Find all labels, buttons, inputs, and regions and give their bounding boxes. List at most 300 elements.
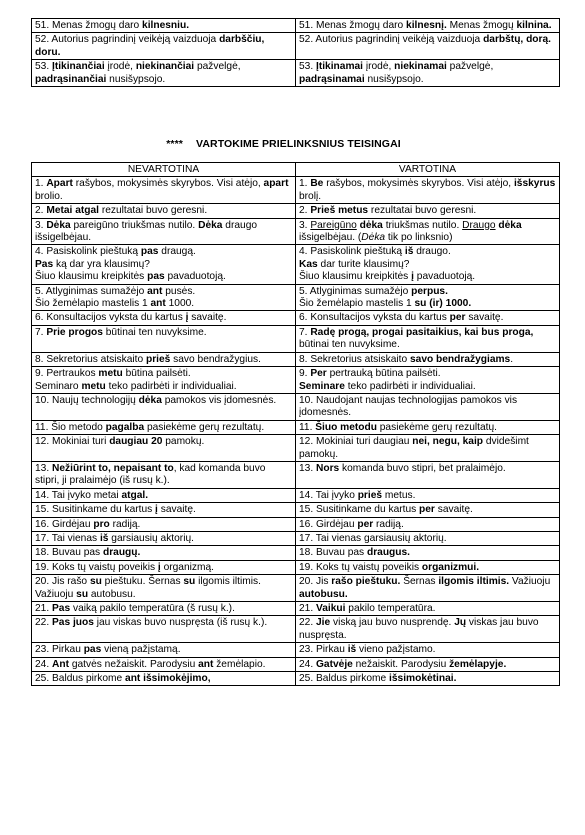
text-segment: 6. Konsultacijos vyksta du kartus bbox=[35, 312, 186, 324]
text-segment: per bbox=[357, 518, 374, 530]
text-segment: 15. Susitinkame du kartus bbox=[299, 504, 420, 516]
text-segment: organizmą. bbox=[160, 561, 214, 573]
text-segment: pasiekėme gerų rezultatų. bbox=[144, 421, 265, 433]
text-segment: tik po linksnio) bbox=[385, 232, 453, 244]
text-segment: Šiuo klausimu kreipkitės bbox=[35, 271, 148, 283]
text-segment: į bbox=[411, 271, 414, 283]
text-segment: 22. bbox=[35, 617, 52, 629]
cell-vartotina bbox=[296, 503, 560, 517]
text-segment: nusišypsojo. bbox=[106, 73, 166, 85]
text-segment: vieno pažįstamo. bbox=[356, 644, 436, 656]
text-segment: padrąsinančiai bbox=[35, 73, 107, 85]
text-segment: brolį. bbox=[299, 190, 322, 202]
cell-vartotina bbox=[296, 245, 560, 284]
text-segment: metu bbox=[98, 368, 123, 380]
text-segment: rašybos, mokysimės skyrybos. Visi atėjo, bbox=[72, 178, 264, 190]
cell-nevartotina bbox=[32, 352, 296, 366]
text-segment: apart bbox=[263, 178, 289, 190]
text-segment: nusišypsojo. bbox=[364, 73, 424, 85]
cell-vartotina bbox=[296, 643, 560, 657]
text-segment: pas bbox=[140, 246, 159, 258]
text-segment: ilgomis iltimis. Važiuoju bbox=[35, 576, 261, 600]
text-segment: 10. Naujų technologijų bbox=[35, 394, 139, 406]
cell-vartotina bbox=[296, 616, 560, 643]
cell-nevartotina bbox=[32, 488, 296, 502]
text-segment: ant išsimokėjimo, bbox=[125, 673, 211, 685]
text-segment: su bbox=[76, 588, 89, 600]
text-segment: 8. Sekretorius atsiskaito bbox=[35, 353, 146, 365]
cell-nevartotina bbox=[32, 420, 296, 434]
text-segment: 7. bbox=[35, 326, 47, 338]
text-segment: rašybos, mokysimės skyrybos. Visi atėjo, bbox=[323, 178, 514, 190]
table-row bbox=[32, 560, 560, 574]
text-segment: Nors bbox=[316, 462, 340, 474]
text-segment: jau viskas buvo nuspręsta (iš rusų k.). bbox=[93, 617, 268, 629]
text-segment: 7. bbox=[299, 326, 311, 338]
text-segment: išskyrus bbox=[513, 178, 556, 190]
text-segment: Vaikui bbox=[316, 603, 346, 614]
text-segment: 17. Tai vienas bbox=[35, 532, 100, 544]
top-table-row bbox=[32, 19, 560, 33]
text-segment: Įtikinančiai bbox=[52, 61, 105, 73]
text-segment: darbštų, dorą. bbox=[483, 34, 551, 46]
text-segment: atgal. bbox=[121, 489, 149, 501]
text-segment: radiją. bbox=[373, 518, 404, 530]
text-segment: autobusu. bbox=[88, 588, 136, 600]
table-row bbox=[32, 435, 560, 462]
text-segment: su (ir) bbox=[414, 298, 443, 310]
text-segment: išsimokėtinai. bbox=[389, 673, 457, 685]
cell-nevartotina bbox=[32, 517, 296, 531]
text-segment: Šio žemėlapio mastelis 1 bbox=[35, 298, 151, 310]
text-segment: 25. Baldus pirkome bbox=[299, 673, 390, 685]
cell-nevartotina bbox=[32, 616, 296, 643]
text-segment: , kad komanda buvo stipri, ji pralaimėjo (iš rusų k.). bbox=[35, 462, 266, 487]
text-segment: pakilo temperatūra. bbox=[345, 603, 436, 614]
text-segment: iš bbox=[404, 246, 414, 258]
cell-vartotina bbox=[296, 420, 560, 434]
text-segment: Prie progos bbox=[46, 326, 103, 338]
table-row bbox=[32, 657, 560, 671]
text-segment: iš bbox=[347, 644, 357, 656]
text-segment: pusės. bbox=[162, 285, 196, 297]
text-segment: 5. Atlyginimas sumažėjo bbox=[299, 285, 412, 297]
text-segment: per bbox=[449, 312, 466, 324]
text-segment: 1. bbox=[299, 178, 311, 190]
text-segment: perpus. bbox=[411, 285, 448, 297]
text-segment: į bbox=[157, 561, 161, 573]
text-segment: savo bendražygius. bbox=[170, 353, 261, 365]
cell-nevartotina bbox=[32, 575, 296, 602]
text-segment: Kas bbox=[299, 258, 318, 270]
text-segment: prieš bbox=[357, 489, 383, 501]
text-segment: rezultatai buvo geresni. bbox=[98, 205, 208, 217]
text-segment: pažvelgė, bbox=[446, 61, 494, 73]
text-segment: pažvelgė, bbox=[194, 61, 241, 73]
text-segment: 10. Naudojant naujas technologijas pamokos vis įdomesnės. bbox=[299, 394, 518, 419]
cell-nevartotina bbox=[32, 204, 296, 218]
text-segment: pertrauką būtina pailsėti. bbox=[326, 368, 441, 380]
text-segment: 20. Jis bbox=[299, 576, 332, 588]
text-segment: pieštuku. Šernas bbox=[101, 576, 184, 588]
table-row bbox=[32, 311, 560, 325]
table-row bbox=[32, 177, 560, 204]
text-segment: per bbox=[419, 504, 435, 516]
text-segment: būtinai ten nuvyksime. bbox=[299, 339, 400, 351]
cell-vartotina bbox=[296, 311, 560, 325]
text-segment: Menas žmogų bbox=[446, 20, 517, 31]
text-segment: daugiau 20 bbox=[109, 436, 163, 448]
text-segment: 52. Autorius pagrindinį veikėją vaizduoja bbox=[299, 34, 484, 46]
text-segment: 2. bbox=[299, 205, 311, 217]
text-segment: dėka bbox=[138, 394, 162, 406]
text-segment: į bbox=[155, 504, 158, 516]
text-segment: 11. bbox=[299, 421, 316, 433]
text-segment: 9. bbox=[299, 368, 311, 380]
table-row bbox=[32, 531, 560, 545]
text-segment: garsiausių aktorių. bbox=[108, 532, 194, 544]
cell-nevartotina bbox=[32, 177, 296, 204]
text-segment: Seminare bbox=[299, 380, 345, 392]
text-segment: 18. Buvau pas bbox=[299, 547, 367, 559]
cell-vartotina bbox=[296, 531, 560, 545]
text-segment: ant bbox=[147, 285, 163, 297]
table-row bbox=[32, 672, 560, 686]
cell-vartotina bbox=[296, 325, 560, 352]
text-segment: pas bbox=[83, 644, 102, 656]
text-segment: Draugo bbox=[462, 219, 496, 231]
text-segment: į bbox=[185, 312, 189, 324]
text-segment: ant bbox=[198, 658, 214, 670]
text-segment: 25. Baldus pirkome bbox=[35, 673, 126, 685]
text-segment: Apart bbox=[46, 178, 73, 190]
text-segment: Šiuo klausimu kreipkitės bbox=[299, 271, 412, 283]
cell-vartotina bbox=[296, 284, 560, 311]
text-segment: 2. bbox=[35, 205, 47, 217]
table-row bbox=[32, 575, 560, 602]
top-table-row bbox=[32, 33, 560, 60]
table-row bbox=[32, 420, 560, 434]
text-segment: 23. Pirkau bbox=[35, 644, 84, 656]
text-segment: Pareigūno bbox=[310, 219, 357, 231]
cell-vartotina bbox=[296, 575, 560, 602]
text-segment: pas bbox=[147, 271, 165, 283]
table-row bbox=[32, 546, 560, 560]
table-row bbox=[32, 284, 560, 311]
text-segment: padrąsinamai bbox=[299, 73, 365, 85]
text-segment: išsigelbėjau. ( bbox=[299, 232, 362, 244]
text-segment: žemėlapio. bbox=[213, 658, 266, 670]
text-segment: Šio žemėlapio mastelis 1 bbox=[299, 298, 415, 310]
text-segment: dėka bbox=[498, 219, 522, 231]
text-segment: 11. Šio metodo bbox=[35, 421, 106, 433]
text-segment: metu bbox=[81, 380, 106, 392]
table-row bbox=[32, 461, 560, 488]
text-segment: 22. bbox=[299, 617, 316, 629]
text-segment: 6. Konsultacijos vyksta du kartus bbox=[299, 312, 450, 324]
continued-table bbox=[31, 18, 560, 87]
text-segment: vaiką pakilo temperatūra (š rusų k.). bbox=[70, 603, 235, 614]
text-segment: draugus. bbox=[366, 547, 410, 559]
text-segment: savaitę. bbox=[434, 504, 473, 516]
text-segment: 14. Tai įvyko metai bbox=[35, 489, 122, 501]
text-segment: 24. bbox=[35, 658, 52, 670]
text-segment: brolio. bbox=[35, 190, 63, 202]
cell-vartotina bbox=[296, 517, 560, 531]
text-segment: būtinai ten nuvyksime. bbox=[102, 326, 207, 338]
section-heading bbox=[0, 138, 585, 150]
text-segment: viskas jau buvo nuspręsta. bbox=[299, 617, 539, 641]
cell-vartotina bbox=[296, 602, 560, 616]
cell-vartotina bbox=[296, 204, 560, 218]
table-row bbox=[32, 616, 560, 643]
cell-vartotina bbox=[296, 657, 560, 671]
cell-nevartotina bbox=[32, 245, 296, 284]
text-segment: su bbox=[183, 576, 196, 588]
cell-nevartotina bbox=[32, 60, 296, 87]
text-segment: Įtikinamai bbox=[316, 61, 363, 73]
text-segment: 3. bbox=[299, 219, 311, 231]
text-segment: Pas bbox=[52, 603, 71, 614]
text-segment: gatvės nežaiskit. Parodysiu bbox=[68, 658, 199, 670]
text-segment: darbščiu, doru. bbox=[35, 34, 265, 58]
text-segment: 52. Autorius pagrindinį veikėją vaizduoja bbox=[35, 34, 220, 46]
text-segment: Šiuo metodu bbox=[315, 421, 377, 433]
cell-vartotina bbox=[296, 177, 560, 204]
cell-vartotina bbox=[296, 218, 560, 245]
table-row bbox=[32, 325, 560, 352]
text-segment: 4. Pasiskolink pieštuką bbox=[299, 246, 405, 258]
text-segment: 13. bbox=[35, 462, 52, 474]
text-segment: organizmui. bbox=[421, 561, 480, 573]
cell-nevartotina bbox=[32, 367, 296, 394]
text-segment: savo bendražygiams bbox=[409, 353, 511, 365]
text-segment: su bbox=[89, 576, 102, 588]
cell-nevartotina bbox=[32, 284, 296, 311]
text-segment: pamokos vis įdomesnės. bbox=[161, 394, 277, 406]
text-segment: teko padirbėti ir individualiai. bbox=[105, 380, 237, 392]
text-segment: 13. bbox=[299, 462, 316, 474]
text-segment: 51. Menas žmogų daro bbox=[299, 20, 407, 31]
text-segment: Seminaro bbox=[35, 380, 82, 392]
text-segment: pavaduotoją. bbox=[413, 271, 476, 283]
cell-nevartotina bbox=[32, 461, 296, 488]
text-segment: savaitę. bbox=[465, 312, 504, 324]
text-segment: nei, negu, kaip bbox=[412, 436, 484, 448]
cell-nevartotina bbox=[32, 560, 296, 574]
cell-vartotina bbox=[296, 33, 560, 60]
text-segment: kilnesniu. bbox=[142, 20, 190, 31]
text-segment: Radę progą, progai pasitaikius, kai bus proga, bbox=[310, 326, 534, 338]
text-segment: žemėlapyje. bbox=[449, 658, 507, 670]
table-row bbox=[32, 393, 560, 420]
text-segment: Dėka bbox=[198, 219, 223, 231]
text-segment: Gatvėje bbox=[316, 658, 353, 670]
text-segment: 18. Buvau pas bbox=[35, 547, 103, 559]
text-segment: 8. Sekretorius atsiskaito bbox=[299, 353, 410, 365]
text-segment: kilnina. bbox=[516, 20, 552, 31]
section-title: VARTOKIME PRIELINKSNIUS TEISINGAI bbox=[196, 138, 401, 150]
text-segment: vieną pažįstamą. bbox=[101, 644, 181, 656]
text-segment: 12. Mokiniai turi daugiau bbox=[299, 436, 413, 448]
table-row bbox=[32, 245, 560, 284]
text-segment: savaitę. bbox=[157, 504, 196, 516]
text-segment: 51. Menas žmogų daro bbox=[35, 20, 143, 31]
prepositions-table bbox=[31, 162, 560, 686]
text-segment: dar turite klausimų? bbox=[317, 258, 410, 270]
cell-vartotina bbox=[296, 461, 560, 488]
text-segment: ilgomis iltimis. bbox=[438, 576, 510, 588]
text-segment: 9. Pertraukos bbox=[35, 368, 99, 380]
cell-nevartotina bbox=[32, 33, 296, 60]
text-segment: metus. bbox=[382, 489, 416, 501]
text-segment: Jų bbox=[454, 617, 467, 629]
text-segment: 1000. bbox=[445, 298, 472, 310]
header-vartotina: VARTOTINA bbox=[296, 163, 560, 177]
text-segment: Šernas bbox=[400, 576, 439, 588]
text-segment: Nežiūrint to, nepaisant to bbox=[52, 462, 174, 474]
text-segment: pamokų. bbox=[162, 436, 205, 448]
text-segment: Pas bbox=[35, 258, 54, 270]
text-segment: įrodė, bbox=[104, 61, 136, 73]
text-segment: 53. bbox=[299, 61, 316, 73]
table-header-row bbox=[32, 163, 560, 177]
text-segment: 19. Koks tų vaistų poveikis bbox=[299, 561, 422, 573]
text-segment: dėka bbox=[359, 219, 383, 231]
text-segment: 19. Koks tų vaistų poveikis bbox=[35, 561, 158, 573]
text-segment: pavaduotoją. bbox=[164, 271, 226, 283]
text-segment: pareigūno triukšmas nutilo. bbox=[70, 219, 199, 231]
text-segment: Ant bbox=[52, 658, 69, 670]
cell-nevartotina bbox=[32, 643, 296, 657]
text-segment: prieš bbox=[145, 353, 171, 365]
text-segment: 21. bbox=[299, 603, 316, 614]
text-segment: dvidešimt pamokų. bbox=[299, 436, 529, 460]
text-segment: Per bbox=[310, 368, 327, 380]
text-segment: draugų. bbox=[102, 547, 141, 559]
text-segment: pro bbox=[93, 518, 110, 530]
section-stars: **** bbox=[166, 138, 183, 150]
text-segment: pasiekėme gerų rezultatų. bbox=[376, 421, 497, 433]
text-segment: 16. Girdėjau bbox=[35, 518, 94, 530]
text-segment: 4. Pasiskolink pieštuką bbox=[35, 246, 141, 258]
text-segment: 21. bbox=[35, 603, 52, 614]
text-segment: 53. bbox=[35, 61, 52, 73]
table-row bbox=[32, 602, 560, 616]
cell-vartotina bbox=[296, 488, 560, 502]
text-segment: Važiuoju bbox=[509, 576, 551, 588]
text-segment: būtina pailsėti. bbox=[122, 368, 191, 380]
cell-nevartotina bbox=[32, 325, 296, 352]
cell-nevartotina bbox=[32, 503, 296, 517]
cell-nevartotina bbox=[32, 531, 296, 545]
text-segment: . bbox=[510, 353, 514, 365]
cell-nevartotina bbox=[32, 672, 296, 686]
table-row bbox=[32, 503, 560, 517]
cell-vartotina bbox=[296, 352, 560, 366]
text-segment: 17. Tai vienas garsiausių aktorių. bbox=[299, 532, 447, 544]
cell-nevartotina bbox=[32, 218, 296, 245]
text-segment: iš bbox=[99, 532, 109, 544]
text-segment: nežaiskit. Parodysiu bbox=[352, 658, 450, 670]
text-segment: draugo. bbox=[413, 246, 451, 258]
cell-vartotina bbox=[296, 60, 560, 87]
cell-nevartotina bbox=[32, 657, 296, 671]
table-row bbox=[32, 218, 560, 245]
text-segment: savaitę. bbox=[188, 312, 227, 324]
text-segment: draugo išsigelbėjau. bbox=[35, 219, 258, 244]
text-segment: ant bbox=[150, 298, 166, 310]
text-segment: 14. Tai įvyko bbox=[299, 489, 358, 501]
header-nevartotina: NEVARTOTINA bbox=[32, 163, 296, 177]
text-segment: Dėka bbox=[46, 219, 71, 231]
cell-vartotina bbox=[296, 435, 560, 462]
text-segment: 24. bbox=[299, 658, 316, 670]
text-segment: įrodė, bbox=[363, 61, 395, 73]
text-segment: draugą. bbox=[158, 246, 196, 258]
text-segment: niekinančiai bbox=[135, 61, 195, 73]
cell-vartotina bbox=[296, 367, 560, 394]
text-segment: 1000. bbox=[165, 298, 195, 310]
cell-nevartotina bbox=[32, 546, 296, 560]
text-segment: niekinamai bbox=[394, 61, 447, 73]
text-segment: Jie bbox=[316, 617, 331, 629]
text-segment: 16. Girdėjau bbox=[299, 518, 358, 530]
text-segment: rezultatai buvo geresni. bbox=[368, 205, 477, 217]
text-segment: 23. Pirkau bbox=[299, 644, 348, 656]
text-segment: viską jau buvo nusprendę. bbox=[330, 617, 455, 629]
cell-vartotina bbox=[296, 393, 560, 420]
cell-nevartotina bbox=[32, 393, 296, 420]
text-segment: kilnesnį. bbox=[406, 20, 447, 31]
text-segment: triukšmas nutilo. bbox=[382, 219, 463, 231]
cell-nevartotina bbox=[32, 602, 296, 616]
text-segment: Be bbox=[310, 178, 324, 190]
text-segment: pagalba bbox=[105, 421, 145, 433]
text-segment: 15. Susitinkame du kartus bbox=[35, 504, 156, 516]
text-segment: rašo pieštuku. bbox=[331, 576, 401, 588]
text-segment: 1. bbox=[35, 178, 47, 190]
text-segment: 3. bbox=[35, 219, 47, 231]
top-table-row bbox=[32, 60, 560, 87]
text-segment: autobusu. bbox=[299, 588, 348, 600]
cell-nevartotina bbox=[32, 311, 296, 325]
text-segment: komanda buvo stipri, bet pralaimėjo. bbox=[339, 462, 506, 474]
text-segment: 20. Jis rašo bbox=[35, 576, 90, 588]
table-row bbox=[32, 643, 560, 657]
text-segment: radiją. bbox=[109, 518, 141, 530]
cell-nevartotina bbox=[32, 19, 296, 33]
cell-vartotina bbox=[296, 560, 560, 574]
text-segment: 5. Atlyginimas sumažėjo bbox=[35, 285, 148, 297]
text-segment: Prieš metus bbox=[310, 205, 369, 217]
table-row bbox=[32, 517, 560, 531]
table-row bbox=[32, 204, 560, 218]
cell-vartotina bbox=[296, 19, 560, 33]
cell-vartotina bbox=[296, 546, 560, 560]
text-segment: ką dar yra klausimų? bbox=[53, 258, 150, 270]
table-row bbox=[32, 488, 560, 502]
text-segment: Metai atgal bbox=[46, 205, 99, 217]
text-segment: 12. Mokiniai turi bbox=[35, 436, 110, 448]
cell-nevartotina bbox=[32, 435, 296, 462]
text-segment: Pas juos bbox=[52, 617, 94, 629]
cell-vartotina bbox=[296, 672, 560, 686]
table-row bbox=[32, 367, 560, 394]
table-row bbox=[32, 352, 560, 366]
text-segment: Dėka bbox=[361, 232, 386, 244]
text-segment: teko padirbėti ir individualiai. bbox=[344, 380, 476, 392]
